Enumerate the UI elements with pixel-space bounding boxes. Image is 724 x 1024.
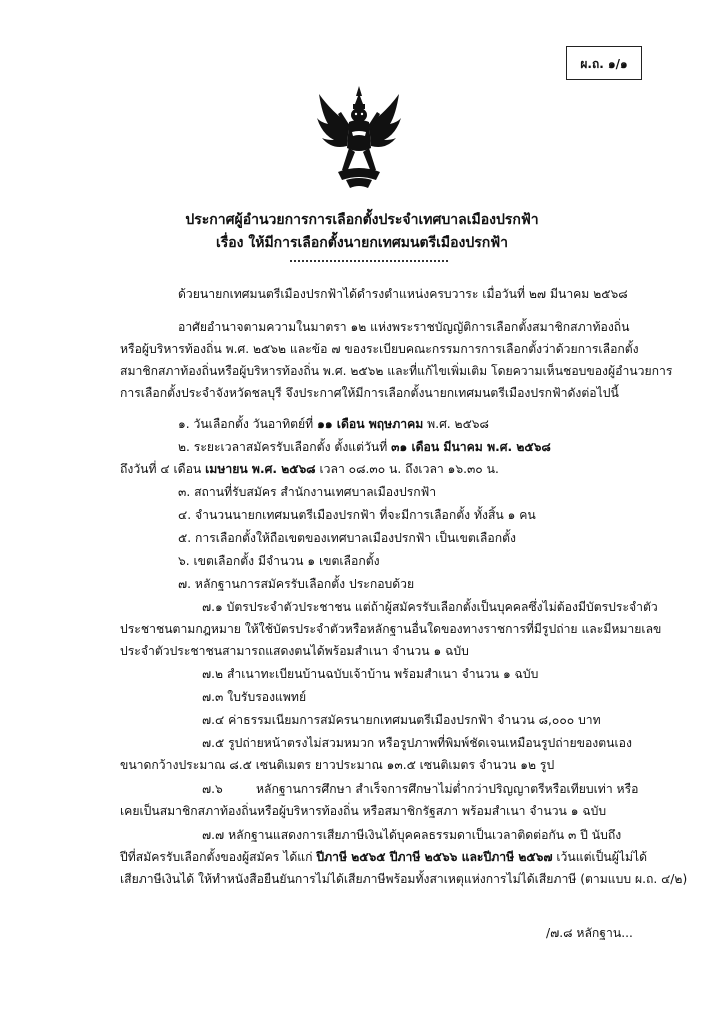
- item-7-6-line-2: เคยเป็นสมาชิกสภาท้องถิ่นหรือผู้บริหารท้องถิ่น หรือสมาชิกรัฐสภา พร้อมสำเนา จำนวน ๑ ฉบับ: [120, 804, 607, 818]
- paragraph-2-line-3: สมาชิกสภาท้องถิ่นหรือผู้บริหารท้องถิ่น พ.ศ. ๒๕๖๒ และที่แก้ไขเพิ่มเติม โดยความเห็นชอบของผู้อำนวยการ: [120, 364, 673, 378]
- paragraph-1: ด้วยนายกเทศมนตรีเมืองปรกฟ้าได้ดำรงตำแหน่งครบวาระ เมื่อวันที่ ๒๗ มีนาคม ๒๕๖๘: [178, 287, 628, 301]
- paragraph-2-line-4: การเลือกตั้งประจำจังหวัดชลบุรี จึงประกาศให้มีการเลือกตั้งนายกเทศมนตรีเมืองปรกฟ้าดังต่อไปนี้: [120, 386, 619, 400]
- item-7-7-exception: เว้นแต่เป็นผู้ไม่ได้: [552, 850, 648, 864]
- item-7-6-line-1: หลักฐานการศึกษา สำเร็จการศึกษาไม่ต่ำกว่าปริญญาตรีหรือเทียบเท่า หรือ: [256, 782, 639, 796]
- announcement-title: ประกาศผู้อำนวยการการเลือกตั้งประจำเทศบาลเมืองปรกฟ้า: [185, 212, 539, 228]
- item-1-election-date: [178, 417, 489, 432]
- item-1-date: ๑๑ เดือน พฤษภาคม: [317, 417, 424, 431]
- paragraph-2-line-1: อาศัยอำนาจตามความในมาตรา ๑๒ แห่งพระราชบัญญัติการเลือกตั้งสมาชิกสภาท้องถิ่น: [178, 320, 630, 334]
- item-6-districts: ๖. เขตเลือกตั้ง มีจำนวน ๑ เขตเลือกตั้ง: [178, 554, 380, 568]
- item-7-7-line-2: [120, 850, 647, 865]
- paragraph-2-line-2: หรือผู้บริหารท้องถิ่น พ.ศ. ๒๕๖๒ และข้อ ๗ ของระเบียบคณะกรรมการการเลือกตั้งว่าด้วยการเลือกตั้ง: [120, 342, 639, 356]
- item-7-2: ๗.๒ สำเนาทะเบียนบ้านฉบับเจ้าบ้าน พร้อมสำเนา จำนวน ๑ ฉบับ: [202, 667, 539, 681]
- item-7-1-line-3: ประจำตัวประชาชนสามารถแสดงตนได้พร้อมสำเนา จำนวน ๑ ฉบับ: [120, 644, 469, 658]
- announcement-subject: เรื่อง ให้มีการเลือกตั้งนายกเทศมนตรีเมืองปรกฟ้า: [215, 235, 509, 251]
- item-7-3: ๗.๓ ใบรับรองแพทย์: [202, 690, 307, 704]
- item-2-start-date: ๓๑ เดือน มีนาคม พ.ศ. ๒๕๖๘: [391, 440, 551, 454]
- item-2-end-date: เมษายน พ.ศ. ๒๕๖๘: [205, 462, 316, 476]
- item-7-4: ๗.๔ ค่าธรรมเนียมการสมัครนายกเทศมนตรีเมืองปรกฟ้า จำนวน ๘,๐๐๐ บาท: [202, 713, 601, 727]
- item-7-7-tax-label: ปีที่สมัครรับเลือกตั้งของผู้สมัคร ได้แก่: [120, 850, 317, 864]
- form-code: ผ.ถ. ๑/๑: [580, 57, 628, 71]
- item-4-count: ๔. จำนวนนายกเทศมนตรีเมืองปรกฟ้า ที่จะมีการเลือกตั้ง ทั้งสิ้น ๑ คน: [178, 508, 536, 522]
- item-2-continuation: [120, 462, 499, 477]
- item-7-1-line-2: ประชาชนตามกฎหมาย ให้ใช้บัตรประจำตัวหรือหลักฐานอื่นใดของทางราชการที่มีรูปถ่าย และมีหมายเลข: [120, 622, 662, 636]
- item-7-5-line-2: ขนาดกว้างประมาณ ๘.๕ เซนติเมตร ยาวประมาณ ๑๓.๕ เซนติเมตร จำนวน ๑๒ รูป: [120, 758, 555, 772]
- item-5-constituency: ๕. การเลือกตั้งให้ถือเขตของเทศบาลเมืองปรกฟ้า เป็นเขตเลือกตั้ง: [178, 531, 516, 545]
- item-7-documents: ๗. หลักฐานการสมัครรับเลือกตั้ง ประกอบด้วย: [178, 577, 415, 591]
- dotted-divider: [290, 260, 448, 262]
- form-code-box: [566, 46, 642, 80]
- item-1-year: พ.ศ. ๒๕๖๘: [423, 417, 489, 431]
- item-7-7-line-1: ๗.๗ หลักฐานแสดงการเสียภาษีเงินได้บุคคลธรรมดาเป็นเวลาติดต่อกัน ๓ ปี นับถึง: [202, 828, 622, 842]
- item-2-end-label: ถึงวันที่ ๔ เดือน: [120, 462, 206, 476]
- item-1-label: ๑. วันเลือกตั้ง วันอาทิตย์ที่: [178, 417, 318, 431]
- item-3-location: ๓. สถานที่รับสมัคร สำนักงานเทศบาลเมืองปรกฟ้า: [178, 485, 437, 499]
- item-7-5-line-1: ๗.๕ รูปถ่ายหน้าตรงไม่สวมหมวก หรือรูปภาพที่พิมพ์ชัดเจนเหมือนรูปถ่ายของตนเอง: [202, 736, 632, 750]
- item-7-7-tax-years: ปีภาษี ๒๕๖๕ ปีภาษี ๒๕๖๖ และปีภาษี ๒๕๖๗: [316, 850, 553, 864]
- garuda-emblem: [316, 84, 402, 190]
- item-7-6-number: ๗.๖: [202, 782, 223, 796]
- item-2-label: ๒. ระยะเวลาสมัครรับเลือกตั้ง ตั้งแต่วันที่: [178, 440, 392, 454]
- item-7-7-line-3: เสียภาษีเงินได้ ให้ทำหนังสือยืนยันการไม่ได้เสียภาษีพร้อมทั้งสาเหตุแห่งการไม่ได้เสียภาษี (ตามแบบ ผ.ถ. ๔/๒): [120, 872, 688, 886]
- item-7-1-line-1: ๗.๑ บัตรประจำตัวประชาชน แต่ถ้าผู้สมัครรับเลือกตั้งเป็นบุคคลซึ่งไม่ต้องมีบัตรประจำตัว: [202, 600, 658, 614]
- continued-marker: /๗.๘ หลักฐาน...: [546, 926, 633, 940]
- item-2-registration-period: [178, 440, 551, 455]
- item-2-hours: เวลา ๐๘.๓๐ น. ถึงเวลา ๑๖.๓๐ น.: [315, 462, 499, 476]
